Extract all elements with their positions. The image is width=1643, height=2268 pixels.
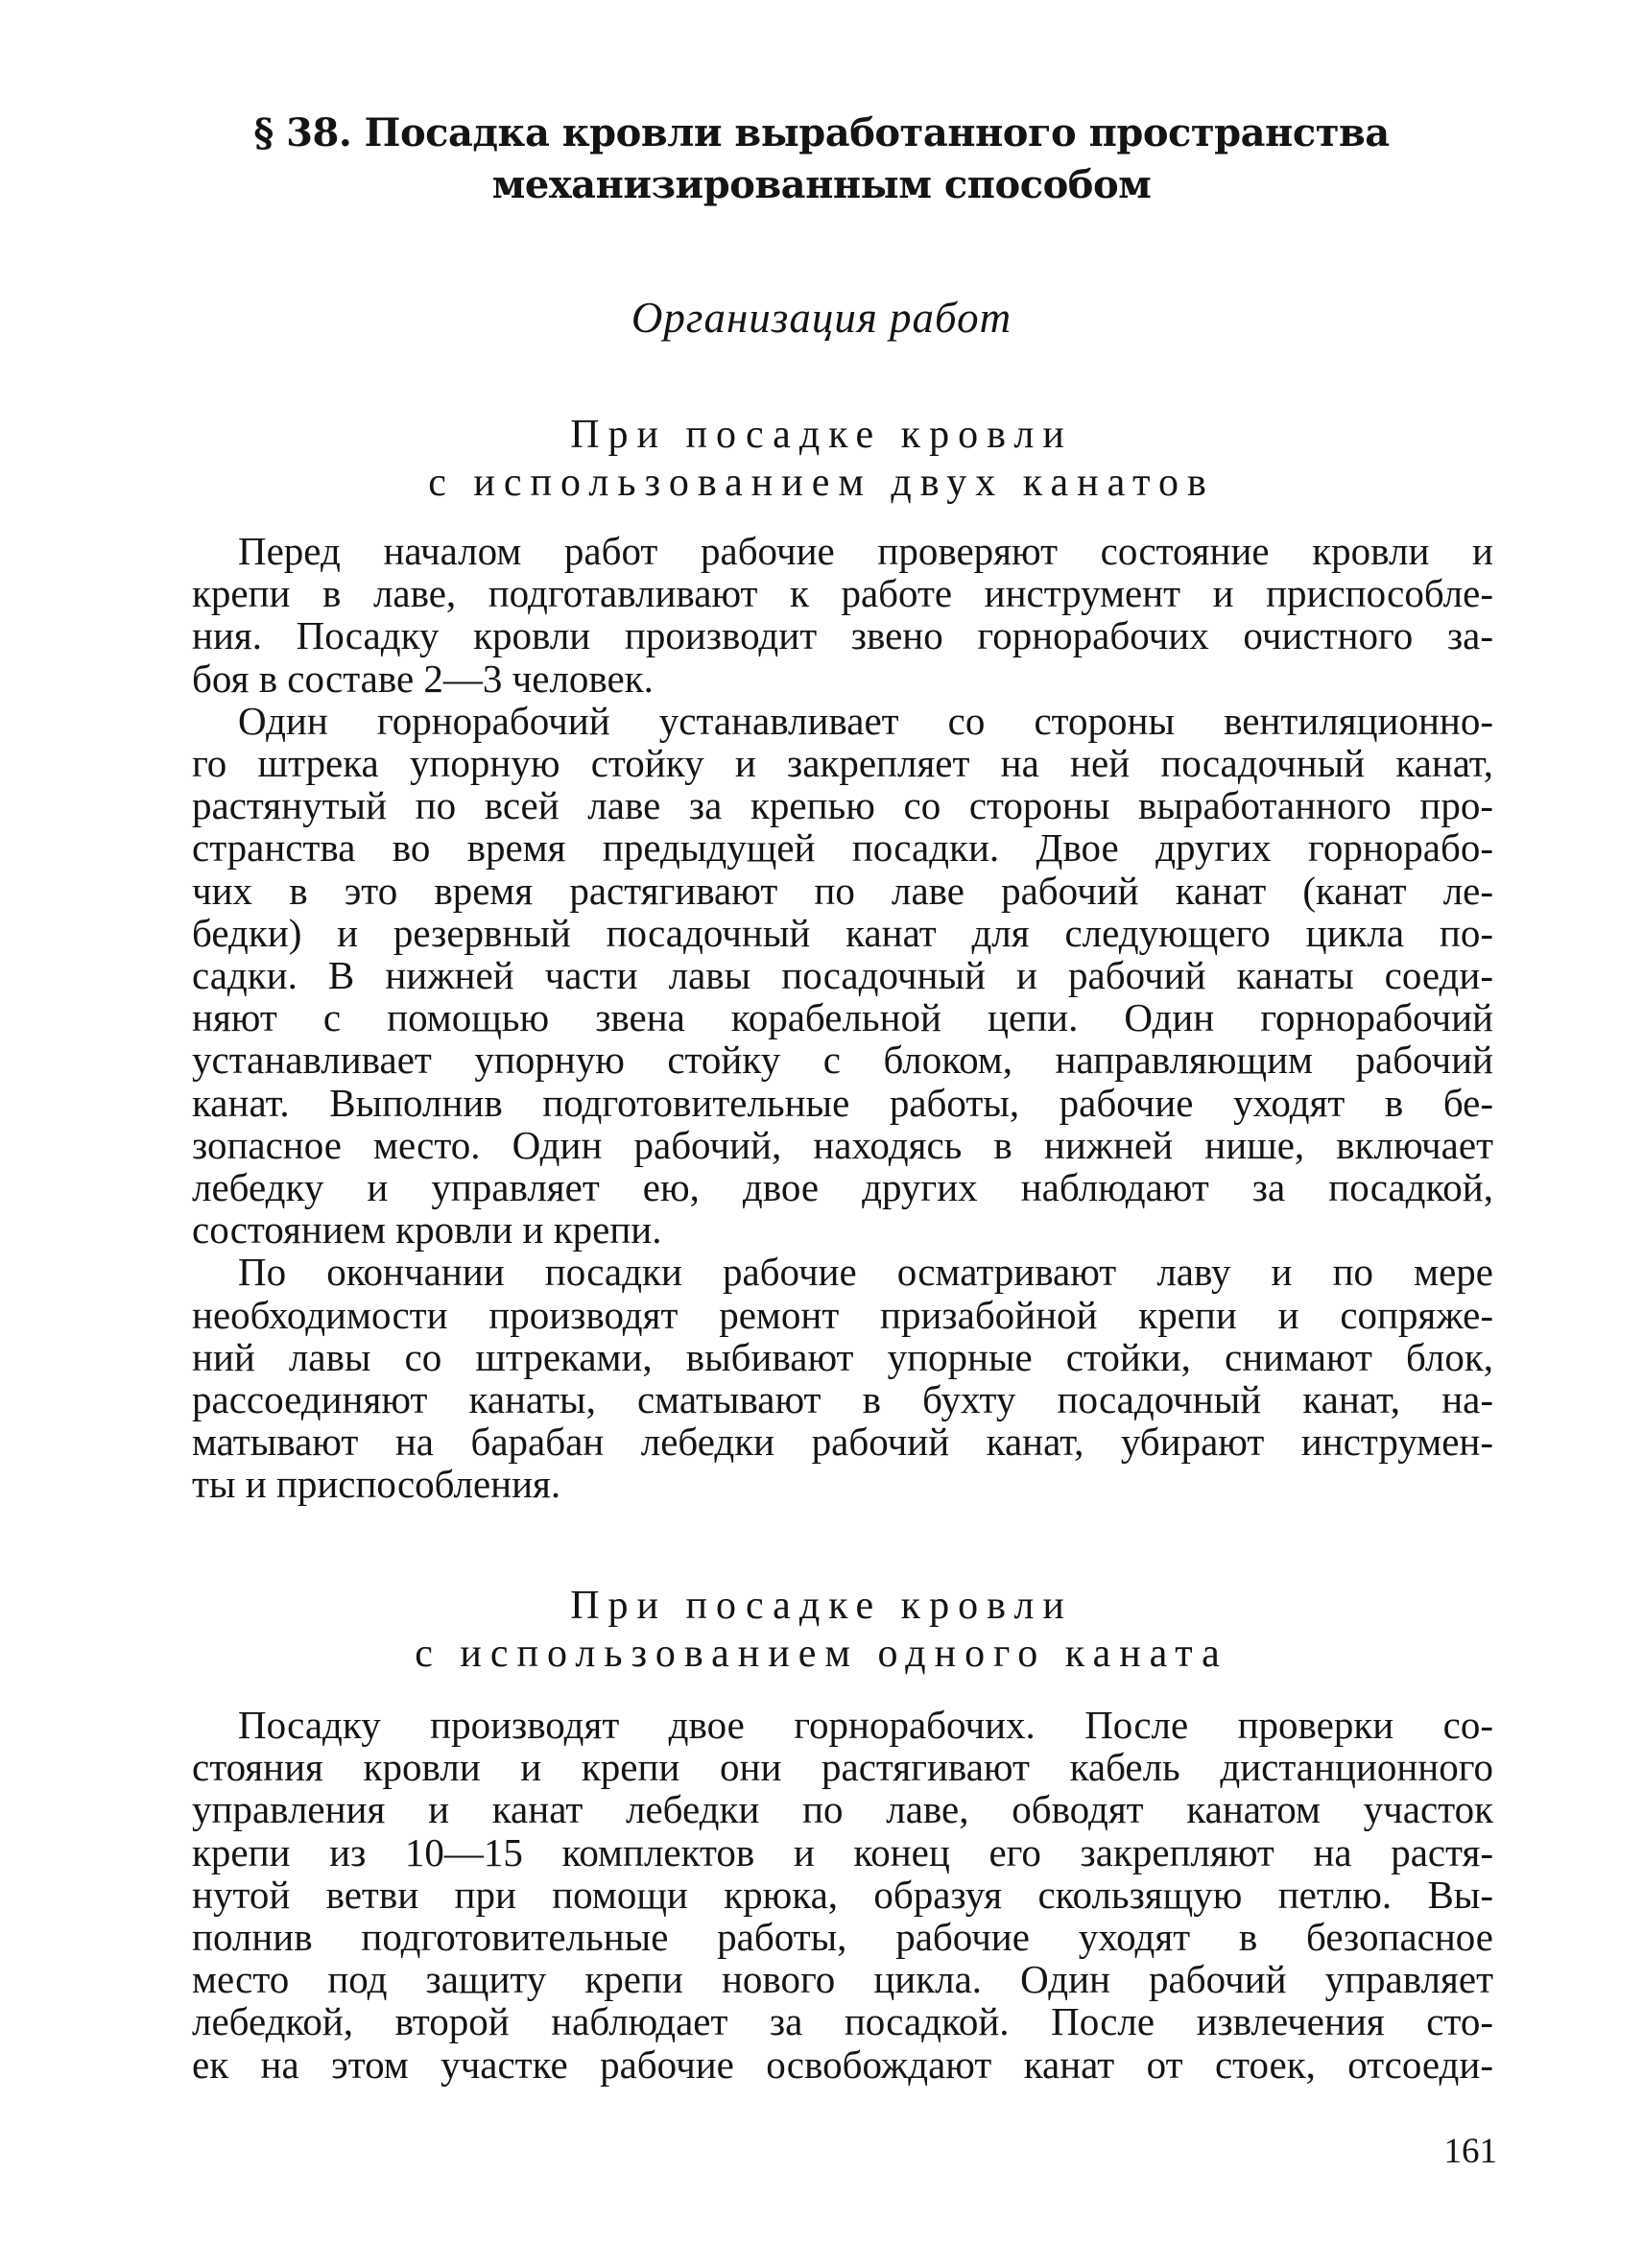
text-line: необходимости производят ремонт призабойной крепи и сопряже- [192,1292,1493,1337]
part-2-heading [192,1582,1451,1678]
part-1-heading-line-2: с использованием двух канатов [428,461,1215,505]
text-line: канат. Выполнив подготовительные работы, рабочие уходят в бе- [192,1080,1493,1125]
part-1-heading-line-1: При посадке кровли [570,413,1073,457]
text-line: растянутый по всей лаве за крепью со стороны выработанного про- [192,783,1493,828]
text-line: По окончании посадки рабочие осматривают лаву и по мере [238,1250,1493,1295]
page-number: 161 [1443,2132,1497,2171]
text-line: место под защиту крепи нового цикла. Один рабочий управляет [192,1957,1493,2002]
text-line: рассоединяют канаты, сматывают в бухту посадочный канат, на- [192,1377,1493,1422]
text-line: зопасное место. Один рабочий, находясь в нижней нише, включает [192,1122,1493,1167]
text-line: стояния кровли и крепи они растягивают кабель дистанционного [192,1745,1493,1790]
part-2-heading-line-1: При посадке кровли [570,1584,1073,1628]
text-line: няют с помощью звена корабельной цепи. Один горнорабочий [192,995,1493,1040]
text-line: нутой ветви при помощи крюка, образуя скользящую петлю. Вы- [192,1872,1493,1917]
section-title-line-2: механизированным способом [491,162,1152,207]
text-line: бедки) и резервный посадочный канат для следующего цикла по- [192,910,1493,955]
text-line: ний лавы со штреками, выбивают упорные стойки, снимают блок, [192,1334,1493,1379]
part-1-body [192,530,1493,1506]
text-line: боя в составе 2—3 человек. [192,656,654,701]
text-line: лебедкой, второй наблюдает за посадкой. После извлечения сто- [192,1999,1493,2044]
section-title-line-1: § 38. Посадка кровли выработанного пространства [253,110,1390,155]
text-line: ты и приспособления. [192,1462,561,1507]
text-line: Один горнорабочий устанавливает со стороны вентиляционно- [238,698,1493,743]
part-2-body [192,1704,1493,2086]
text-line: управления и канат лебедки по лаве, обводят канатом участок [192,1787,1493,1832]
text-line: странства во время предыдущей посадки. Двое других горнорабо- [192,825,1493,871]
text-line: Перед началом работ рабочие проверяют состояние кровли и [238,529,1493,573]
section-title [192,107,1451,211]
subsection-heading: Организация работ [631,294,1012,342]
part-1-heading [192,411,1451,507]
text-line: состоянием кровли и крепи. [192,1207,662,1253]
text-line: ния. Посадку кровли производит звено горнорабочих очистного за- [192,613,1493,658]
text-line: садки. В нижней части лавы посадочный и рабочий канаты соеди- [192,953,1493,998]
text-line: Посадку производят двое горнорабочих. После проверки со- [238,1703,1493,1747]
text-line: крепи из 10—15 комплектов и конец его закрепляют на растя- [192,1829,1493,1874]
text-line: матывают на барабан лебедки рабочий канат, убирают инструмен- [192,1420,1493,1465]
text-line: го штрека упорную стойку и закрепляет на ней посадочный канат, [192,741,1493,786]
part-2-heading-line-2: с использованием одного каната [415,1632,1228,1676]
text-line: устанавливает упорную стойку с блоком, направляющим рабочий [192,1038,1493,1083]
text-line: полнив подготовительные работы, рабочие уходят в безопасное [192,1915,1493,1960]
text-line: крепи в лаве, подготавливают к работе инструмент и приспособле- [192,571,1493,616]
text-line: лебедку и управляет ею, двое других наблюдают за посадкой, [192,1165,1493,1210]
text-line: чих в это время растягивают по лаве рабочий канат (канат ле- [192,868,1493,913]
text-line: ек на этом участке рабочие освобождают канат от стоек, отсоеди- [192,2041,1493,2087]
